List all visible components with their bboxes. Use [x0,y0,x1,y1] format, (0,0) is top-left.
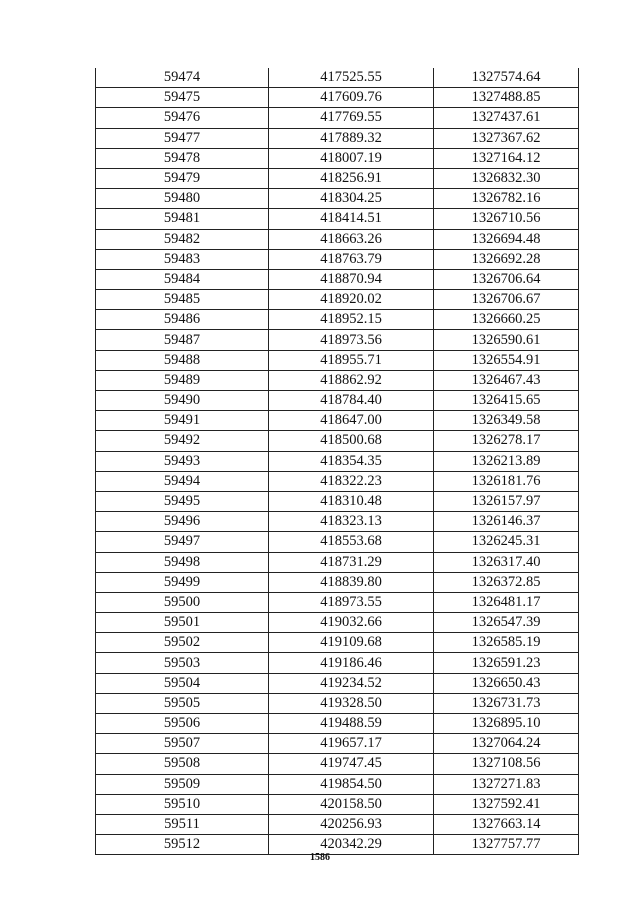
point-id-cell: 59480 [96,189,269,209]
table-row [96,774,579,794]
table-row [96,552,579,572]
point-id-cell: 59499 [96,572,269,592]
table-row [96,249,579,269]
point-id-cell: 59478 [96,148,269,168]
point-id-cell: 59488 [96,350,269,370]
x-coordinate-cell: 419032.66 [269,613,434,633]
x-coordinate-cell: 418500.68 [269,431,434,451]
point-id-cell: 59482 [96,229,269,249]
point-id-cell: 59485 [96,290,269,310]
table-row [96,592,579,612]
table-row [96,310,579,330]
point-id-cell: 59507 [96,734,269,754]
coordinate-table-container [95,68,578,855]
table-row [96,209,579,229]
table-row [96,431,579,451]
point-id-cell: 59475 [96,88,269,108]
point-id-cell: 59503 [96,653,269,673]
y-coordinate-cell: 1326415.65 [434,391,579,411]
x-coordinate-cell: 417525.55 [269,68,434,88]
x-coordinate-cell: 420342.29 [269,835,434,855]
table-row [96,128,579,148]
table-row [96,794,579,814]
point-id-cell: 59508 [96,754,269,774]
x-coordinate-cell: 418920.02 [269,290,434,310]
table-row [96,189,579,209]
y-coordinate-cell: 1326591.23 [434,653,579,673]
x-coordinate-cell: 418323.13 [269,512,434,532]
point-id-cell: 59510 [96,794,269,814]
point-id-cell: 59490 [96,391,269,411]
table-row [96,471,579,491]
point-id-cell: 59501 [96,613,269,633]
y-coordinate-cell: 1327164.12 [434,148,579,168]
table-row [96,673,579,693]
point-id-cell: 59506 [96,714,269,734]
point-id-cell: 59479 [96,168,269,188]
point-id-cell: 59496 [96,512,269,532]
point-id-cell: 59502 [96,633,269,653]
x-coordinate-cell: 418414.51 [269,209,434,229]
table-row [96,572,579,592]
x-coordinate-cell: 419657.17 [269,734,434,754]
point-id-cell: 59498 [96,552,269,572]
x-coordinate-cell: 419747.45 [269,754,434,774]
point-id-cell: 59509 [96,774,269,794]
y-coordinate-cell: 1326349.58 [434,411,579,431]
point-id-cell: 59497 [96,532,269,552]
point-id-cell: 59489 [96,370,269,390]
y-coordinate-cell: 1326547.39 [434,613,579,633]
y-coordinate-cell: 1326782.16 [434,189,579,209]
point-id-cell: 59474 [96,68,269,88]
point-id-cell: 59493 [96,451,269,471]
point-id-cell: 59486 [96,310,269,330]
table-row [96,734,579,754]
x-coordinate-cell: 418310.48 [269,491,434,511]
y-coordinate-cell: 1326585.19 [434,633,579,653]
y-coordinate-cell: 1326181.76 [434,471,579,491]
y-coordinate-cell: 1326694.48 [434,229,579,249]
x-coordinate-cell: 418973.55 [269,592,434,612]
x-coordinate-cell: 418553.68 [269,532,434,552]
point-id-cell: 59484 [96,269,269,289]
point-id-cell: 59483 [96,249,269,269]
table-row [96,693,579,713]
coordinate-table-body [96,68,579,855]
y-coordinate-cell: 1326590.61 [434,330,579,350]
table-row [96,290,579,310]
y-coordinate-cell: 1326317.40 [434,552,579,572]
point-id-cell: 59487 [96,330,269,350]
point-id-cell: 59504 [96,673,269,693]
y-coordinate-cell: 1326278.17 [434,431,579,451]
y-coordinate-cell: 1326895.10 [434,714,579,734]
point-id-cell: 59511 [96,814,269,834]
x-coordinate-cell: 418952.15 [269,310,434,330]
table-row [96,68,579,88]
table-row [96,754,579,774]
y-coordinate-cell: 1326481.17 [434,592,579,612]
x-coordinate-cell: 418322.23 [269,471,434,491]
point-id-cell: 59494 [96,471,269,491]
x-coordinate-cell: 417889.32 [269,128,434,148]
table-row [96,370,579,390]
table-row [96,108,579,128]
x-coordinate-cell: 419109.68 [269,633,434,653]
point-id-cell: 59477 [96,128,269,148]
table-row [96,391,579,411]
x-coordinate-cell: 419328.50 [269,693,434,713]
x-coordinate-cell: 418304.25 [269,189,434,209]
y-coordinate-cell: 1327367.62 [434,128,579,148]
table-row [96,269,579,289]
x-coordinate-cell: 418763.79 [269,249,434,269]
point-id-cell: 59495 [96,491,269,511]
point-id-cell: 59481 [96,209,269,229]
y-coordinate-cell: 1326146.37 [434,512,579,532]
table-row [96,229,579,249]
point-id-cell: 59505 [96,693,269,713]
table-row [96,451,579,471]
y-coordinate-cell: 1326710.56 [434,209,579,229]
table-row [96,350,579,370]
y-coordinate-cell: 1326372.85 [434,572,579,592]
x-coordinate-cell: 419234.52 [269,673,434,693]
table-row [96,330,579,350]
table-row [96,168,579,188]
y-coordinate-cell: 1326213.89 [434,451,579,471]
y-coordinate-cell: 1327271.83 [434,774,579,794]
x-coordinate-cell: 418955.71 [269,350,434,370]
table-row [96,88,579,108]
table-row [96,814,579,834]
y-coordinate-cell: 1326832.30 [434,168,579,188]
point-id-cell: 59500 [96,592,269,612]
coordinate-table [95,68,579,855]
x-coordinate-cell: 417769.55 [269,108,434,128]
table-row [96,633,579,653]
y-coordinate-cell: 1326554.91 [434,350,579,370]
table-row [96,491,579,511]
table-row [96,148,579,168]
table-row [96,532,579,552]
x-coordinate-cell: 418256.91 [269,168,434,188]
y-coordinate-cell: 1326706.64 [434,269,579,289]
y-coordinate-cell: 1326692.28 [434,249,579,269]
x-coordinate-cell: 418663.26 [269,229,434,249]
x-coordinate-cell: 417609.76 [269,88,434,108]
point-id-cell: 59492 [96,431,269,451]
y-coordinate-cell: 1326157.97 [434,491,579,511]
table-row [96,653,579,673]
x-coordinate-cell: 420158.50 [269,794,434,814]
y-coordinate-cell: 1326467.43 [434,370,579,390]
y-coordinate-cell: 1327108.56 [434,754,579,774]
x-coordinate-cell: 418731.29 [269,552,434,572]
x-coordinate-cell: 418354.35 [269,451,434,471]
page-number: 1586 [310,852,330,863]
x-coordinate-cell: 419854.50 [269,774,434,794]
y-coordinate-cell: 1327488.85 [434,88,579,108]
y-coordinate-cell: 1326245.31 [434,532,579,552]
y-coordinate-cell: 1327437.61 [434,108,579,128]
point-id-cell: 59476 [96,108,269,128]
y-coordinate-cell: 1326650.43 [434,673,579,693]
table-row [96,613,579,633]
y-coordinate-cell: 1326660.25 [434,310,579,330]
x-coordinate-cell: 418007.19 [269,148,434,168]
y-coordinate-cell: 1327592.41 [434,794,579,814]
table-row [96,512,579,532]
y-coordinate-cell: 1327757.77 [434,835,579,855]
y-coordinate-cell: 1326731.73 [434,693,579,713]
x-coordinate-cell: 418862.92 [269,370,434,390]
x-coordinate-cell: 418839.80 [269,572,434,592]
y-coordinate-cell: 1326706.67 [434,290,579,310]
x-coordinate-cell: 418647.00 [269,411,434,431]
x-coordinate-cell: 418870.94 [269,269,434,289]
x-coordinate-cell: 419186.46 [269,653,434,673]
table-row [96,411,579,431]
x-coordinate-cell: 418973.56 [269,330,434,350]
point-id-cell: 59512 [96,835,269,855]
y-coordinate-cell: 1327064.24 [434,734,579,754]
x-coordinate-cell: 418784.40 [269,391,434,411]
y-coordinate-cell: 1327663.14 [434,814,579,834]
table-row [96,714,579,734]
y-coordinate-cell: 1327574.64 [434,68,579,88]
x-coordinate-cell: 419488.59 [269,714,434,734]
x-coordinate-cell: 420256.93 [269,814,434,834]
point-id-cell: 59491 [96,411,269,431]
